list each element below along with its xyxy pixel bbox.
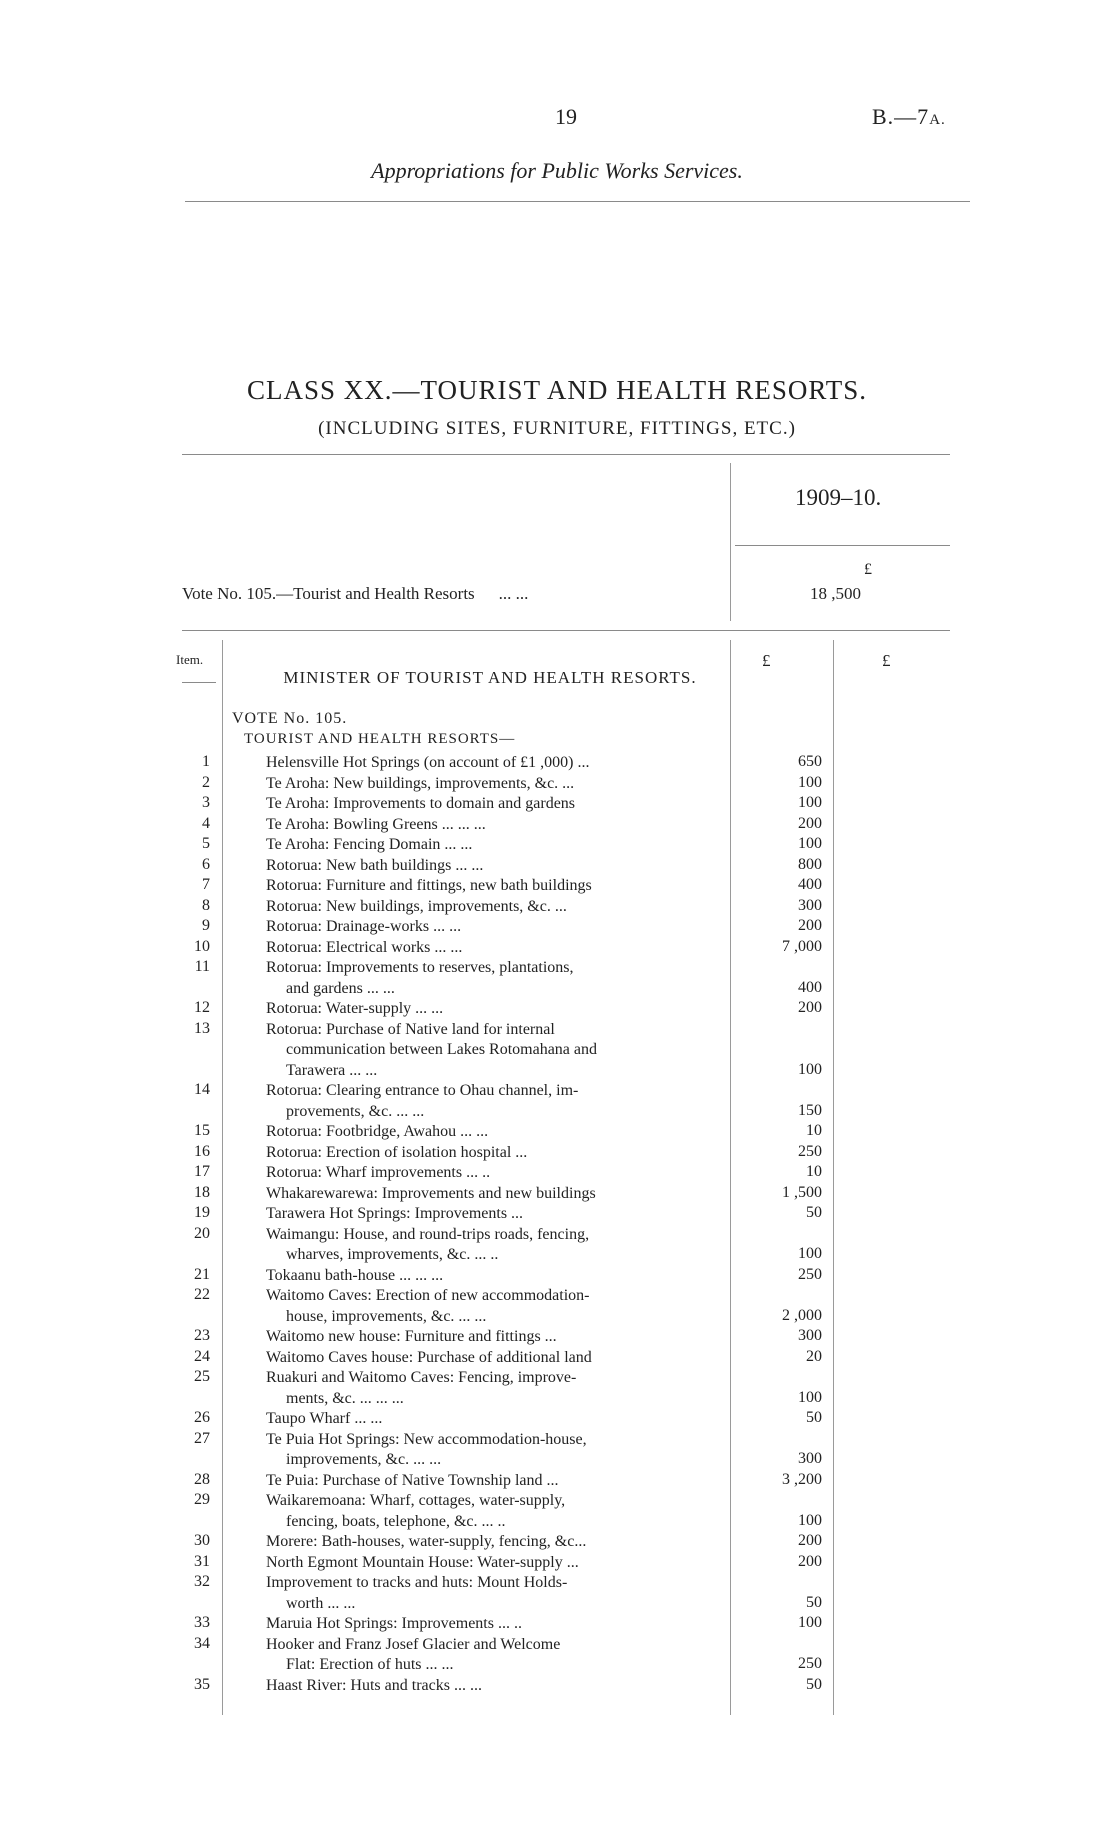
item-description [266, 876, 714, 897]
item-description-line: wharves, improvements, &c. ... .. [286, 1246, 499, 1263]
item-description-line: Waitomo new house: Furniture and fittings ... [266, 1328, 557, 1345]
item-number: 16 [194, 1142, 210, 1160]
item-amount: 250 [798, 1655, 822, 1672]
class-title: CLASS XX.—TOURIST AND HEALTH RESORTS. [247, 375, 867, 405]
item-description-line: Haast River: Huts and tracks ... ... [266, 1676, 482, 1694]
item-amount: 50 [806, 1675, 822, 1693]
item-description-line: Rotorua: Improvements to reserves, plantations, [266, 959, 574, 976]
item-number: 35 [194, 1675, 210, 1693]
item-header-underline [182, 682, 216, 683]
item-number: 26 [194, 1409, 210, 1426]
item-amount: 100 [798, 1614, 822, 1631]
item-number: 29 [194, 1491, 210, 1508]
item-description [266, 1635, 714, 1676]
item-amount: 7 ,000 [782, 937, 822, 955]
vote-number-label: VOTE No. 105. [232, 710, 348, 727]
item-description-line: Waimangu: House, and round-trips roads, fencing, [266, 1225, 590, 1243]
item-number: 12 [194, 999, 210, 1016]
item-description-line: Taupo Wharf ... ... [266, 1410, 383, 1427]
item-description-line: Maruia Hot Springs: Improvements ... .. [266, 1615, 522, 1632]
item-number: 33 [194, 1614, 210, 1631]
item-description-line: Helensville Hot Springs (on account of £1 ,000) ... [266, 754, 590, 771]
item-amount: 100 [798, 1245, 822, 1262]
item-amount: 2 ,000 [782, 1306, 822, 1324]
item-amount: 400 [798, 876, 822, 893]
vote-summary-amount: 18 ,500 [810, 584, 861, 603]
year-underline [735, 545, 950, 546]
item-description-line: Te Puia Hot Springs: New accommodation-house, [266, 1430, 587, 1448]
item-description-line: fencing, boats, telephone, &c. ... .. [286, 1512, 506, 1530]
item-description-line: Rotorua: Wharf improvements ... .. [266, 1164, 491, 1181]
item-description-line: Te Aroha: Fencing Domain ... ... [266, 836, 473, 853]
item-description [266, 1122, 714, 1143]
item-description [266, 1286, 714, 1327]
item-description-line: Rotorua: Erection of isolation hospital ... [266, 1143, 528, 1161]
item-description [266, 1532, 714, 1553]
item-description [266, 1184, 714, 1205]
item-amount: 100 [798, 794, 822, 811]
item-amount: 100 [798, 835, 822, 852]
item-description-line: Waitomo Caves: Erection of new accommodation- [266, 1287, 590, 1304]
item-description-line: Rotorua: Clearing entrance to Ohau channel, im- [266, 1082, 579, 1099]
item-number: 11 [194, 958, 210, 975]
item-amount: 100 [798, 773, 822, 791]
item-description [266, 1368, 714, 1409]
doc-ref-main: B.—7 [872, 104, 930, 129]
item-amount: 200 [798, 1532, 822, 1549]
item-number: 9 [202, 917, 210, 934]
item-description [266, 1163, 714, 1184]
item-amount: 650 [798, 753, 822, 770]
item-description-line: Te Aroha: New buildings, improvements, &c. ... [266, 774, 575, 792]
item-description [266, 1081, 714, 1122]
item-amount: 200 [798, 917, 822, 934]
item-number: 34 [194, 1634, 210, 1652]
item-amount: 100 [798, 1388, 822, 1406]
item-number: 5 [202, 835, 210, 852]
item-description-line: Whakarewarewa: Improvements and new buildings [266, 1184, 596, 1202]
item-number: 14 [194, 1081, 210, 1098]
item-description [266, 1143, 714, 1164]
item-description-line: Improvement to tracks and huts: Mount Holds- [266, 1574, 568, 1591]
item-amount: 800 [798, 855, 822, 873]
item-description-line: provements, &c. ... ... [286, 1102, 425, 1120]
item-amount: 300 [798, 896, 822, 914]
item-number: 28 [194, 1470, 210, 1488]
item-description-line: Te Puia: Purchase of Native Township land ... [266, 1471, 559, 1489]
amount2-column-header: £ [882, 651, 891, 670]
item-description-line: Rotorua: New buildings, improvements, &c. ... [266, 897, 567, 915]
item-description-line: worth ... ... [286, 1594, 356, 1612]
item-column-header: Item. [176, 652, 204, 667]
item-description-line: Rotorua: Electrical works ... ... [266, 938, 463, 956]
item-description-line: Waikaremoana: Wharf, cottages, water-supply, [266, 1492, 566, 1509]
item-number: 27 [194, 1429, 210, 1447]
item-amount: 300 [798, 1327, 822, 1344]
item-description-line: Rotorua: Water-supply ... ... [266, 1000, 444, 1017]
vote-summary-text: Vote No. 105.—Tourist and Health Resorts [182, 584, 475, 603]
item-amount: 100 [798, 1511, 822, 1529]
item-description [266, 938, 714, 959]
item-description-line: Hooker and Franz Josef Glacier and Welcome [266, 1635, 561, 1653]
item-amount: 200 [798, 814, 822, 832]
class-subtitle: (INCLUDING SITES, FURNITURE, FITTINGS, ETC.) [318, 418, 796, 439]
item-description-line: communication between Lakes Rotomahana and [286, 1041, 598, 1058]
year-header: 1909–10. [795, 485, 882, 510]
item-number: 10 [194, 937, 210, 955]
currency-symbol: £ [864, 561, 872, 578]
item-number: 3 [202, 794, 210, 811]
item-amount: 250 [798, 1142, 822, 1160]
item-number: 8 [202, 896, 210, 914]
item-description [266, 999, 714, 1020]
item-number: 6 [202, 855, 210, 873]
item-description-line: Rotorua: Footbridge, Awahou ... ... [266, 1123, 489, 1140]
item-number: 25 [194, 1368, 210, 1385]
item-amount: 20 [806, 1347, 822, 1365]
item-description-line: Rotorua: Drainage-works ... ... [266, 918, 462, 935]
item-amount: 10 [806, 1122, 822, 1139]
vote-subheading: TOURIST AND HEALTH RESORTS— [244, 731, 516, 747]
item-description-line: Te Aroha: Improvements to domain and gardens [266, 795, 576, 812]
item-number: 23 [194, 1327, 210, 1344]
item-amount: 250 [798, 1265, 822, 1283]
item-number: 7 [202, 876, 210, 893]
item-amount: 200 [798, 999, 822, 1016]
item-amount: 1 ,500 [782, 1183, 822, 1201]
item-description [266, 1676, 714, 1697]
item-description-line: Morere: Bath-houses, water-supply, fencing, &c... [266, 1533, 587, 1550]
amount1-column-header: £ [762, 651, 771, 670]
item-description [266, 1553, 714, 1574]
item-description-line: Rotorua: New bath buildings ... ... [266, 856, 484, 874]
item-description [266, 835, 714, 856]
item-number: 30 [194, 1532, 210, 1549]
item-description [266, 1204, 714, 1225]
item-amount: 400 [798, 978, 822, 996]
item-number: 32 [194, 1573, 210, 1590]
item-amount: 200 [798, 1552, 822, 1570]
item-description-line: improvements, &c. ... ... [286, 1451, 442, 1468]
item-description-line: Flat: Erection of huts ... ... [286, 1656, 454, 1673]
page-number: 19 [555, 104, 577, 129]
item-description [266, 1491, 714, 1532]
item-description [266, 917, 714, 938]
item-description-line: Waitomo Caves house: Purchase of additional land [266, 1348, 592, 1366]
item-number: 31 [194, 1552, 210, 1570]
item-amount: 10 [806, 1163, 822, 1180]
item-description [266, 815, 714, 836]
item-amount: 100 [798, 1060, 822, 1078]
item-amount: 50 [806, 1204, 822, 1221]
summary-bottom-rule [182, 630, 950, 631]
item-description-line: Rotorua: Purchase of Native land for internal [266, 1020, 555, 1038]
item-description [266, 1225, 714, 1266]
item-amount: 300 [798, 1450, 822, 1467]
running-title: Appropriations for Public Works Services. [371, 158, 743, 183]
item-number: 24 [194, 1347, 210, 1365]
item-description [266, 753, 714, 774]
item-description [266, 1614, 714, 1635]
item-description [266, 1573, 714, 1614]
item-description [266, 774, 714, 795]
item-description-line: North Egmont Mountain House: Water-supply ... [266, 1553, 579, 1571]
minister-heading: MINISTER OF TOURIST AND HEALTH RESORTS. [283, 668, 697, 687]
item-description [266, 1348, 714, 1369]
item-description [266, 1409, 714, 1430]
item-description-line: Tarawera ... ... [286, 1061, 378, 1079]
header-rule [185, 201, 970, 202]
item-number: 1 [202, 753, 210, 770]
item-amount: 150 [798, 1101, 822, 1119]
item-amount: 50 [806, 1409, 822, 1426]
item-description-line: ments, &c. ... ... ... [286, 1389, 404, 1407]
item-number: 17 [194, 1163, 210, 1180]
item-description-line: Te Aroha: Bowling Greens ... ... ... [266, 815, 486, 833]
item-number: 15 [194, 1122, 210, 1139]
item-amount: 3 ,200 [782, 1470, 822, 1488]
class-heading-rule [182, 454, 950, 455]
item-amount: 50 [806, 1593, 822, 1611]
item-description [266, 1430, 714, 1471]
item-description [266, 794, 714, 815]
item-description-line: Tokaanu bath-house ... ... ... [266, 1266, 444, 1284]
item-description [266, 1471, 714, 1492]
item-number: 2 [202, 773, 210, 791]
vote-summary-label [182, 584, 528, 604]
item-column-divider [222, 640, 223, 1715]
item-description-line: Rotorua: Furniture and fittings, new bath buildings [266, 877, 592, 894]
item-description [266, 1327, 714, 1348]
item-description [266, 1020, 714, 1082]
document-reference [872, 104, 946, 130]
item-description-line: Tarawera Hot Springs: Improvements ... [266, 1205, 524, 1222]
item-number: 20 [194, 1224, 210, 1242]
item-description [266, 897, 714, 918]
item-number: 18 [194, 1183, 210, 1201]
item-number: 4 [202, 814, 210, 832]
item-description-line: and gardens ... ... [286, 979, 395, 997]
vote-summary-leader: ... ... [498, 584, 529, 603]
doc-ref-suffix: A. [929, 112, 946, 128]
item-description [266, 1266, 714, 1287]
item-number: 19 [194, 1204, 210, 1221]
item-description-line: Ruakuri and Waitomo Caves: Fencing, improve- [266, 1369, 577, 1386]
item-description [266, 958, 714, 999]
item-number: 21 [194, 1265, 210, 1283]
item-description [266, 856, 714, 877]
item-number: 22 [194, 1286, 210, 1303]
item-description-line: house, improvements, &c. ... ... [286, 1307, 487, 1325]
item-number: 13 [194, 1019, 210, 1037]
amount2-column-divider [833, 640, 834, 1715]
summary-column-divider [730, 463, 731, 621]
